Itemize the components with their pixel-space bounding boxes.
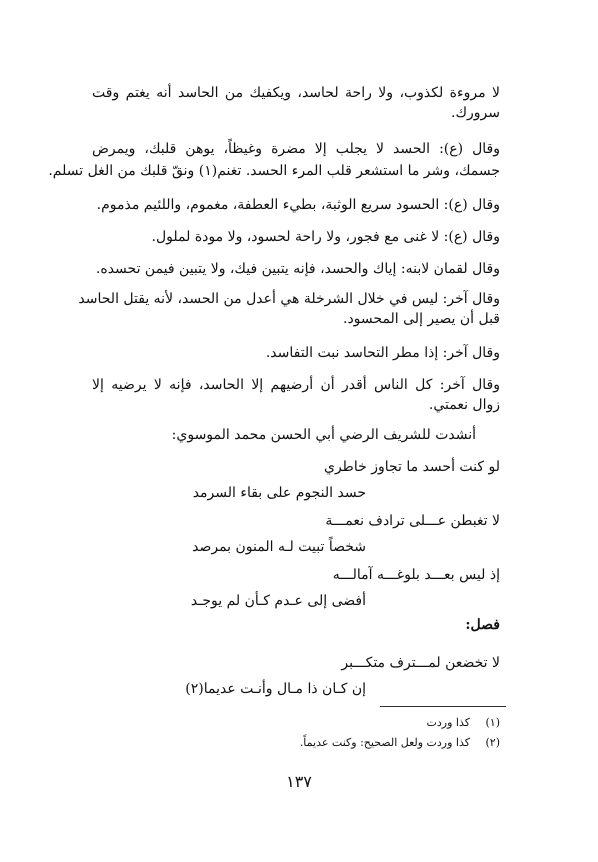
paragraph-line: أنشدت للشريف الرضي أبي الحسن محمد الموسوي: — [171, 427, 476, 443]
paragraph-line: وقال آخر: ليس في خلال الشرخلة هي أعدل من الحسد، لأنه يقتل الحاسد — [78, 291, 500, 307]
footnote-number: (١) — [485, 716, 500, 729]
poem-verse: حسد النجوم على بقاء السرمد — [192, 485, 366, 501]
paragraph-line: سرورك. — [451, 105, 500, 121]
poem-verse: أفضى إلى عـدم كـأن لم يوجـد — [190, 593, 366, 609]
paragraph-line: وقال (ع): الحسد لا يجلب إلا مضرة وغيظاً، يوهن قلبك، ويمرض — [92, 141, 500, 157]
footnote-text: كذا وردت ولعل الصحيح: وكنت عديماً. — [299, 736, 470, 749]
paragraph-line: لا مروءة لكذوب، ولا راحة لحاسد، ويكفيك من الحاسد أنه يغتم وقت — [92, 85, 500, 101]
poem-verse: إذ ليس بعـــد بلوغـــه آمالـــه — [332, 567, 500, 583]
paragraph-line: وقال (ع): الحسود سريع الوثبة، بطيء العطفة، مغموم، واللئيم مذموم. — [96, 197, 500, 213]
paragraph-line: جسمك، وشر ما استشعر قلب المرء الحسد. تغنم(١) ونقّ قلبك من الغل تسلم. — [48, 163, 500, 179]
paragraph-line: وقال لقمان لابنه: إياك والحسد، فإنه يتبين فيك، ولا يتبين فيمن تحسده. — [95, 261, 500, 277]
paragraph-line: وقال آخر: إذا مطر التحاسد نبت التفاسد. — [265, 345, 500, 361]
footnote — [300, 736, 500, 750]
poem-verse: لا تخضعن لمـــترف متكـــبر — [341, 655, 500, 671]
poem-verse: لا تغبطن عـــلى ترادف نعمـــة — [325, 513, 500, 529]
footnote-text: كذا وردت — [426, 716, 470, 729]
footnote-divider — [380, 706, 506, 707]
footnote-number: (٢) — [485, 736, 500, 749]
poem-verse: شخصاً تبيت لـه المنون بمرصد — [192, 539, 366, 555]
section-heading: فصل: — [465, 617, 500, 633]
paragraph-line: وقال آخر: كل الناس أقدر أن أرضيهم إلا الحاسد، فإنه لا يرضيه إلا — [92, 377, 500, 393]
paragraph-line: قبل أن يصير إلى المحسود. — [343, 311, 500, 327]
paragraph-line: وقال (ع): لا غنى مع فجور، ولا راحة لحسود، ولا مودة لملول. — [151, 229, 500, 245]
page-number: ١٣٧ — [286, 772, 312, 791]
poem-verse: لو كنت أحسد ما تجاوز خاطري — [324, 459, 500, 475]
poem-verse: إن كـان ذا مـال وأنـت عديما(٢) — [185, 681, 366, 697]
paragraph-line: زوال نعمتي. — [428, 397, 500, 413]
footnote — [427, 716, 500, 730]
